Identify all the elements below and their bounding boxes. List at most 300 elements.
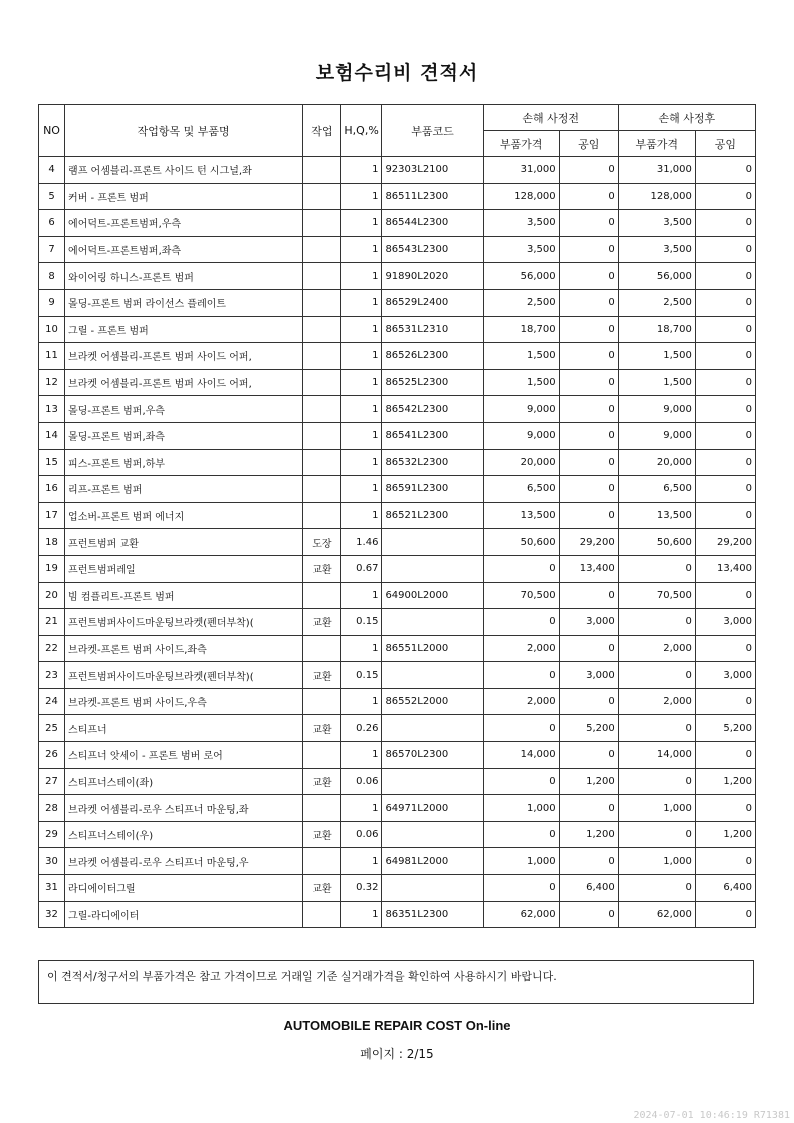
cell-after-labor: 0: [695, 502, 755, 529]
cell-before-labor: 0: [559, 157, 618, 184]
cell-after-part-price: 0: [618, 555, 695, 582]
header-code: 부품코드: [382, 105, 483, 157]
cell-before-part-price: 128,000: [483, 183, 559, 210]
cell-hq: 0.15: [341, 662, 382, 689]
cell-item: 몰딩-프론트 범퍼,좌측: [65, 422, 303, 449]
table-row: [39, 795, 756, 822]
cell-before-labor: 0: [559, 183, 618, 210]
cell-work: [303, 396, 341, 423]
cell-no: 25: [39, 715, 65, 742]
cell-code: [382, 875, 483, 902]
cell-no: 20: [39, 582, 65, 609]
cell-before-part-price: 2,000: [483, 688, 559, 715]
cell-before-labor: 0: [559, 343, 618, 370]
table-row: [39, 555, 756, 582]
cell-after-part-price: 13,500: [618, 502, 695, 529]
cell-before-part-price: 3,500: [483, 236, 559, 263]
cell-no: 23: [39, 662, 65, 689]
cell-hq: 1: [341, 343, 382, 370]
cell-code: 86543L2300: [382, 236, 483, 263]
header-no: NO: [39, 105, 65, 157]
print-timestamp: 2024-07-01 10:46:19 R71381: [633, 1110, 790, 1121]
cell-before-part-price: 50,600: [483, 529, 559, 556]
header-work: 작업: [303, 105, 341, 157]
cell-after-part-price: 9,000: [618, 422, 695, 449]
cell-work: [303, 476, 341, 503]
cell-before-labor: 0: [559, 289, 618, 316]
cell-no: 19: [39, 555, 65, 582]
cell-code: 86544L2300: [382, 210, 483, 237]
table-row: [39, 263, 756, 290]
table-row: [39, 635, 756, 662]
cell-work: [303, 422, 341, 449]
cell-before-part-price: 9,000: [483, 396, 559, 423]
cell-after-part-price: 56,000: [618, 263, 695, 290]
cell-after-labor: 0: [695, 422, 755, 449]
header-after: 손해 사정후: [618, 105, 755, 131]
cell-no: 28: [39, 795, 65, 822]
cell-work: [303, 157, 341, 184]
table-row: [39, 662, 756, 689]
cell-after-part-price: 9,000: [618, 396, 695, 423]
header-hq: H,Q,%: [341, 105, 382, 157]
cell-code: 86542L2300: [382, 396, 483, 423]
cell-after-labor: 0: [695, 688, 755, 715]
cell-before-labor: 0: [559, 848, 618, 875]
cell-no: 13: [39, 396, 65, 423]
cell-before-labor: 0: [559, 635, 618, 662]
cell-after-part-price: 2,000: [618, 688, 695, 715]
cell-work: [303, 449, 341, 476]
cell-code: 86521L2300: [382, 502, 483, 529]
table-row: [39, 236, 756, 263]
cell-item: 리프-프론트 범퍼: [65, 476, 303, 503]
cell-after-labor: 6,400: [695, 875, 755, 902]
cell-no: 29: [39, 821, 65, 848]
table-row: [39, 875, 756, 902]
table-header: [39, 105, 756, 157]
cell-before-labor: 0: [559, 369, 618, 396]
cell-after-labor: 0: [695, 157, 755, 184]
cell-before-part-price: 18,700: [483, 316, 559, 343]
cell-code: 64981L2000: [382, 848, 483, 875]
cell-code: 92303L2100: [382, 157, 483, 184]
cell-work: 교환: [303, 555, 341, 582]
cell-work: [303, 316, 341, 343]
cell-after-part-price: 0: [618, 662, 695, 689]
cell-before-labor: 0: [559, 263, 618, 290]
cell-no: 11: [39, 343, 65, 370]
cell-work: [303, 582, 341, 609]
cell-code: 86552L2000: [382, 688, 483, 715]
cell-no: 22: [39, 635, 65, 662]
cell-no: 18: [39, 529, 65, 556]
table-row: [39, 289, 756, 316]
cell-item: 몰딩-프론트 범퍼,우측: [65, 396, 303, 423]
cell-hq: 1: [341, 183, 382, 210]
cell-hq: 1.46: [341, 529, 382, 556]
cell-code: 86525L2300: [382, 369, 483, 396]
cell-no: 4: [39, 157, 65, 184]
cell-before-labor: 6,400: [559, 875, 618, 902]
cell-code: 86526L2300: [382, 343, 483, 370]
cell-before-part-price: 1,000: [483, 848, 559, 875]
cell-no: 24: [39, 688, 65, 715]
cell-before-part-price: 2,000: [483, 635, 559, 662]
cell-item: 프런트범퍼사이드마운팅브라켓(펜더부착)(: [65, 609, 303, 636]
cell-after-labor: 0: [695, 289, 755, 316]
cell-hq: 1: [341, 582, 382, 609]
cell-after-labor: 0: [695, 795, 755, 822]
cell-work: [303, 210, 341, 237]
cell-before-labor: 0: [559, 449, 618, 476]
cell-after-part-price: 1,500: [618, 369, 695, 396]
cell-hq: 0.67: [341, 555, 382, 582]
cell-hq: 1: [341, 742, 382, 769]
cell-work: 교환: [303, 662, 341, 689]
cell-before-part-price: 62,000: [483, 901, 559, 928]
table-row: [39, 343, 756, 370]
cell-before-labor: 5,200: [559, 715, 618, 742]
table-row: [39, 901, 756, 928]
cell-before-part-price: 56,000: [483, 263, 559, 290]
cell-item: 브라켓 어셈블리-프론트 범퍼 사이드 어퍼,: [65, 369, 303, 396]
cell-after-labor: 0: [695, 369, 755, 396]
cell-item: 스티프너: [65, 715, 303, 742]
table-row: [39, 742, 756, 769]
cell-item: 브라켓-프론트 범퍼 사이드,우측: [65, 688, 303, 715]
cell-hq: 1: [341, 316, 382, 343]
cell-after-labor: 5,200: [695, 715, 755, 742]
cell-work: [303, 795, 341, 822]
cell-hq: 1: [341, 396, 382, 423]
cell-item: 브라켓 어셈블리-로우 스티프너 마운팅,우: [65, 848, 303, 875]
cell-work: [303, 183, 341, 210]
cell-no: 30: [39, 848, 65, 875]
cell-item: 와이어링 하니스-프론트 범퍼: [65, 263, 303, 290]
cell-work: [303, 635, 341, 662]
cell-before-labor: 0: [559, 422, 618, 449]
cell-after-labor: 0: [695, 263, 755, 290]
table-row: [39, 183, 756, 210]
table-row: [39, 157, 756, 184]
cell-code: 86532L2300: [382, 449, 483, 476]
cell-hq: 0.06: [341, 821, 382, 848]
cell-hq: 1: [341, 289, 382, 316]
cell-item: 브라켓 어셈블리-프론트 범퍼 사이드 어퍼,: [65, 343, 303, 370]
table-row: [39, 422, 756, 449]
cell-no: 12: [39, 369, 65, 396]
cell-before-labor: 3,000: [559, 609, 618, 636]
cell-work: [303, 901, 341, 928]
table-row: [39, 210, 756, 237]
cell-after-labor: 0: [695, 476, 755, 503]
cell-after-part-price: 31,000: [618, 157, 695, 184]
cell-no: 16: [39, 476, 65, 503]
cell-code: 86511L2300: [382, 183, 483, 210]
cell-no: 32: [39, 901, 65, 928]
cell-hq: 1: [341, 236, 382, 263]
cell-before-part-price: 2,500: [483, 289, 559, 316]
cell-after-part-price: 70,500: [618, 582, 695, 609]
cell-before-part-price: 0: [483, 715, 559, 742]
cell-before-labor: 0: [559, 210, 618, 237]
cell-before-part-price: 9,000: [483, 422, 559, 449]
cell-item: 라디에이터그릴: [65, 875, 303, 902]
table-row: [39, 502, 756, 529]
header-item: 작업항목 및 부품명: [65, 105, 303, 157]
cell-hq: 1: [341, 422, 382, 449]
cell-item: 프런트범퍼사이드마운팅브라켓(펜더부착)(: [65, 662, 303, 689]
cell-after-part-price: 0: [618, 821, 695, 848]
cell-item: 커버 - 프론트 범퍼: [65, 183, 303, 210]
cell-hq: 0.06: [341, 768, 382, 795]
cell-before-part-price: 0: [483, 555, 559, 582]
table-row: [39, 848, 756, 875]
cell-code: [382, 821, 483, 848]
cell-item: 프런트범퍼 교환: [65, 529, 303, 556]
cell-after-labor: 3,000: [695, 662, 755, 689]
cell-after-part-price: 0: [618, 768, 695, 795]
cell-work: [303, 263, 341, 290]
cell-before-part-price: 1,000: [483, 795, 559, 822]
cell-after-labor: 0: [695, 343, 755, 370]
cell-item: 프런트범퍼레일: [65, 555, 303, 582]
cell-after-part-price: 1,000: [618, 795, 695, 822]
cell-work: 교환: [303, 821, 341, 848]
cell-hq: 1: [341, 210, 382, 237]
header-after-part-price: 부품가격: [618, 131, 695, 157]
cell-no: 7: [39, 236, 65, 263]
cell-item: 에어덕트-프론트범퍼,우측: [65, 210, 303, 237]
cell-code: [382, 609, 483, 636]
cell-work: [303, 343, 341, 370]
cell-work: [303, 369, 341, 396]
cell-code: 86351L2300: [382, 901, 483, 928]
cell-work: 교환: [303, 768, 341, 795]
cell-before-labor: 29,200: [559, 529, 618, 556]
cell-work: 도장: [303, 529, 341, 556]
cell-before-part-price: 3,500: [483, 210, 559, 237]
cell-before-labor: 0: [559, 688, 618, 715]
cell-item: 램프 어셈블리-프론트 사이드 턴 시그널,좌: [65, 157, 303, 184]
cell-after-labor: 0: [695, 236, 755, 263]
cell-before-labor: 0: [559, 396, 618, 423]
cell-hq: 0.15: [341, 609, 382, 636]
cell-hq: 1: [341, 369, 382, 396]
table-row: [39, 609, 756, 636]
cell-before-labor: 0: [559, 901, 618, 928]
cell-after-labor: 0: [695, 210, 755, 237]
cell-after-labor: 13,400: [695, 555, 755, 582]
estimate-table: [38, 104, 756, 928]
cell-after-part-price: 0: [618, 715, 695, 742]
cell-before-labor: 0: [559, 316, 618, 343]
cell-code: 86541L2300: [382, 422, 483, 449]
cell-after-labor: 0: [695, 848, 755, 875]
cell-after-labor: 1,200: [695, 768, 755, 795]
cell-after-labor: 0: [695, 635, 755, 662]
cell-item: 에어덕트-프론트범퍼,좌측: [65, 236, 303, 263]
cell-before-part-price: 0: [483, 768, 559, 795]
cell-no: 31: [39, 875, 65, 902]
cell-after-labor: 29,200: [695, 529, 755, 556]
cell-before-part-price: 0: [483, 609, 559, 636]
cell-code: 64971L2000: [382, 795, 483, 822]
table-row: [39, 529, 756, 556]
cell-code: 86531L2310: [382, 316, 483, 343]
header-before: 손해 사정전: [483, 105, 618, 131]
cell-before-labor: 1,200: [559, 768, 618, 795]
table-row: [39, 715, 756, 742]
cell-code: 86591L2300: [382, 476, 483, 503]
cell-before-part-price: 0: [483, 662, 559, 689]
cell-after-labor: 0: [695, 901, 755, 928]
cell-after-part-price: 50,600: [618, 529, 695, 556]
cell-hq: 1: [341, 688, 382, 715]
cell-before-part-price: 1,500: [483, 369, 559, 396]
cell-after-part-price: 1,500: [618, 343, 695, 370]
cell-after-part-price: 20,000: [618, 449, 695, 476]
cell-work: [303, 236, 341, 263]
cell-hq: 0.26: [341, 715, 382, 742]
cell-hq: 1: [341, 502, 382, 529]
cell-after-labor: 0: [695, 396, 755, 423]
cell-after-part-price: 3,500: [618, 210, 695, 237]
cell-after-part-price: 14,000: [618, 742, 695, 769]
cell-code: [382, 715, 483, 742]
cell-item: 그릴 - 프론트 범퍼: [65, 316, 303, 343]
cell-no: 21: [39, 609, 65, 636]
cell-no: 10: [39, 316, 65, 343]
cell-work: [303, 289, 341, 316]
cell-after-part-price: 6,500: [618, 476, 695, 503]
cell-no: 14: [39, 422, 65, 449]
cell-before-labor: 0: [559, 582, 618, 609]
cell-before-labor: 0: [559, 742, 618, 769]
cell-after-labor: 0: [695, 582, 755, 609]
cell-code: [382, 768, 483, 795]
cell-code: [382, 662, 483, 689]
cell-after-labor: 3,000: [695, 609, 755, 636]
cell-item: 업소버-프론트 범퍼 에너지: [65, 502, 303, 529]
page-number: 페이지 : 2/15: [360, 1047, 434, 1061]
cell-after-labor: 0: [695, 316, 755, 343]
cell-item: 빔 컴플리트-프론트 범퍼: [65, 582, 303, 609]
footer-brand: AUTOMOBILE REPAIR COST On-line: [283, 1018, 511, 1033]
cell-after-labor: 1,200: [695, 821, 755, 848]
cell-item: 스티프너스테이(좌): [65, 768, 303, 795]
cell-before-labor: 0: [559, 236, 618, 263]
cell-work: 교환: [303, 609, 341, 636]
cell-item: 피스-프론트 범퍼,하부: [65, 449, 303, 476]
cell-before-labor: 0: [559, 476, 618, 503]
table-row: [39, 476, 756, 503]
cell-hq: 1: [341, 635, 382, 662]
cell-no: 5: [39, 183, 65, 210]
cell-item: 그릴-라디에이터: [65, 901, 303, 928]
cell-item: 스티프너스테이(우): [65, 821, 303, 848]
cell-before-part-price: 31,000: [483, 157, 559, 184]
cell-before-labor: 1,200: [559, 821, 618, 848]
cell-item: 스티프너 앗세이 - 프론트 범버 로어: [65, 742, 303, 769]
table-row: [39, 316, 756, 343]
cell-hq: 1: [341, 263, 382, 290]
table-body: [39, 157, 756, 928]
cell-work: [303, 688, 341, 715]
cell-before-labor: 13,400: [559, 555, 618, 582]
cell-code: 86551L2000: [382, 635, 483, 662]
cell-before-part-price: 0: [483, 821, 559, 848]
page-title: 보험수리비 견적서: [315, 62, 479, 84]
cell-hq: 1: [341, 449, 382, 476]
cell-after-part-price: 2,500: [618, 289, 695, 316]
cell-after-labor: 0: [695, 449, 755, 476]
cell-code: 86570L2300: [382, 742, 483, 769]
cell-code: 86529L2400: [382, 289, 483, 316]
cell-code: [382, 555, 483, 582]
cell-item: 브라켓-프론트 범퍼 사이드,좌측: [65, 635, 303, 662]
cell-code: 64900L2000: [382, 582, 483, 609]
cell-work: 교환: [303, 875, 341, 902]
cell-before-part-price: 70,500: [483, 582, 559, 609]
cell-after-labor: 0: [695, 742, 755, 769]
table-row: [39, 396, 756, 423]
cell-after-part-price: 3,500: [618, 236, 695, 263]
cell-before-part-price: 14,000: [483, 742, 559, 769]
cell-before-part-price: 1,500: [483, 343, 559, 370]
cell-before-part-price: 6,500: [483, 476, 559, 503]
cell-no: 27: [39, 768, 65, 795]
table-row: [39, 449, 756, 476]
cell-after-part-price: 1,000: [618, 848, 695, 875]
cell-no: 26: [39, 742, 65, 769]
table-row: [39, 582, 756, 609]
cell-before-part-price: 13,500: [483, 502, 559, 529]
cell-hq: 1: [341, 476, 382, 503]
cell-work: [303, 742, 341, 769]
cell-before-part-price: 0: [483, 875, 559, 902]
cell-hq: 0.32: [341, 875, 382, 902]
cell-hq: 1: [341, 795, 382, 822]
cell-code: [382, 529, 483, 556]
cell-hq: 1: [341, 901, 382, 928]
cell-after-labor: 0: [695, 183, 755, 210]
header-before-labor: 공임: [559, 131, 618, 157]
cell-no: 15: [39, 449, 65, 476]
header-before-part-price: 부품가격: [483, 131, 559, 157]
cell-no: 17: [39, 502, 65, 529]
cell-before-labor: 0: [559, 795, 618, 822]
cell-after-part-price: 0: [618, 609, 695, 636]
cell-after-part-price: 62,000: [618, 901, 695, 928]
cell-code: 91890L2020: [382, 263, 483, 290]
cell-before-labor: 3,000: [559, 662, 618, 689]
table-row: [39, 688, 756, 715]
table-row: [39, 821, 756, 848]
cell-before-labor: 0: [559, 502, 618, 529]
cell-item: 몰딩-프론트 범퍼 라이선스 플레이트: [65, 289, 303, 316]
price-notice: 이 견적서/청구서의 부품가격은 참고 가격이므로 거래일 기준 실거래가격을 확인하여 사용하시기 바랍니다.: [38, 960, 754, 1004]
header-after-labor: 공임: [695, 131, 755, 157]
cell-no: 6: [39, 210, 65, 237]
cell-after-part-price: 0: [618, 875, 695, 902]
table-row: [39, 768, 756, 795]
cell-after-part-price: 2,000: [618, 635, 695, 662]
cell-work: 교환: [303, 715, 341, 742]
cell-item: 브라켓 어셈블리-로우 스티프너 마운팅,좌: [65, 795, 303, 822]
table-row: [39, 369, 756, 396]
